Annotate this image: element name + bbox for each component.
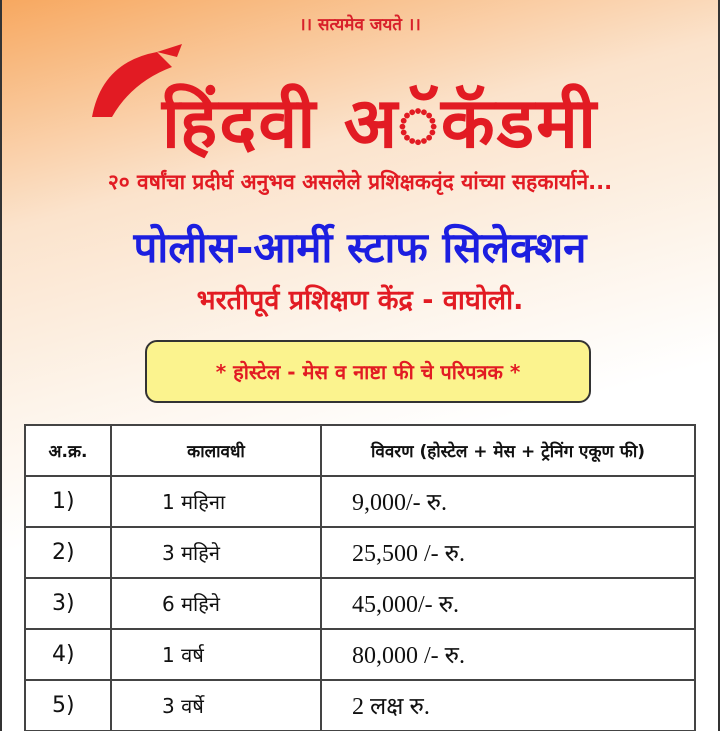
serial: 4): [25, 629, 111, 680]
fee: 45,000/- रु.: [321, 578, 695, 629]
table-row: [25, 629, 695, 680]
duration: 3 महिने: [111, 527, 321, 578]
duration: 3 वर्षे: [111, 680, 321, 731]
serial: 2): [25, 527, 111, 578]
selection-heading: पोलीस-आर्मी स्टाफ सिलेक्शन: [133, 223, 587, 272]
motto: ।। सत्यमेव जयते ।।: [299, 15, 421, 35]
fee: 25,500 /- रु.: [321, 527, 695, 578]
table-row: [25, 578, 695, 629]
header-duration: कालावधी: [111, 425, 321, 476]
table-header: [25, 425, 695, 476]
fee: 9,000/- रु.: [321, 476, 695, 527]
duration: 1 वर्ष: [111, 629, 321, 680]
fee: 80,000 /- रु.: [321, 629, 695, 680]
serial: 3): [25, 578, 111, 629]
duration: 6 महिने: [111, 578, 321, 629]
fee: 2 लक्ष रु.: [321, 680, 695, 731]
tagline: २० वर्षांचा प्रदीर्घ अनुभव असलेले प्रशिक्षकवृंद यांच्या सहकार्याने...: [107, 170, 613, 194]
header-details: विवरण (होस्टेल + मेस + ट्रेनिंग एकूण फी): [321, 425, 695, 476]
fee-table: [24, 424, 696, 731]
center-name: भरतीपूर्व प्रशिक्षण केंद्र - वाघोली.: [196, 285, 524, 316]
fee-circular-banner: * होस्टेल - मेस व नाष्टा फी चे परिपत्रक *: [145, 340, 591, 403]
serial: 5): [25, 680, 111, 731]
serial: 1): [25, 476, 111, 527]
academy-title: हिंदवी अॅकॅडमी: [161, 82, 599, 164]
table-row: [25, 680, 695, 731]
duration: 1 महिना: [111, 476, 321, 527]
table-row: [25, 476, 695, 527]
header-serial: अ.क्र.: [25, 425, 111, 476]
table-row: [25, 527, 695, 578]
